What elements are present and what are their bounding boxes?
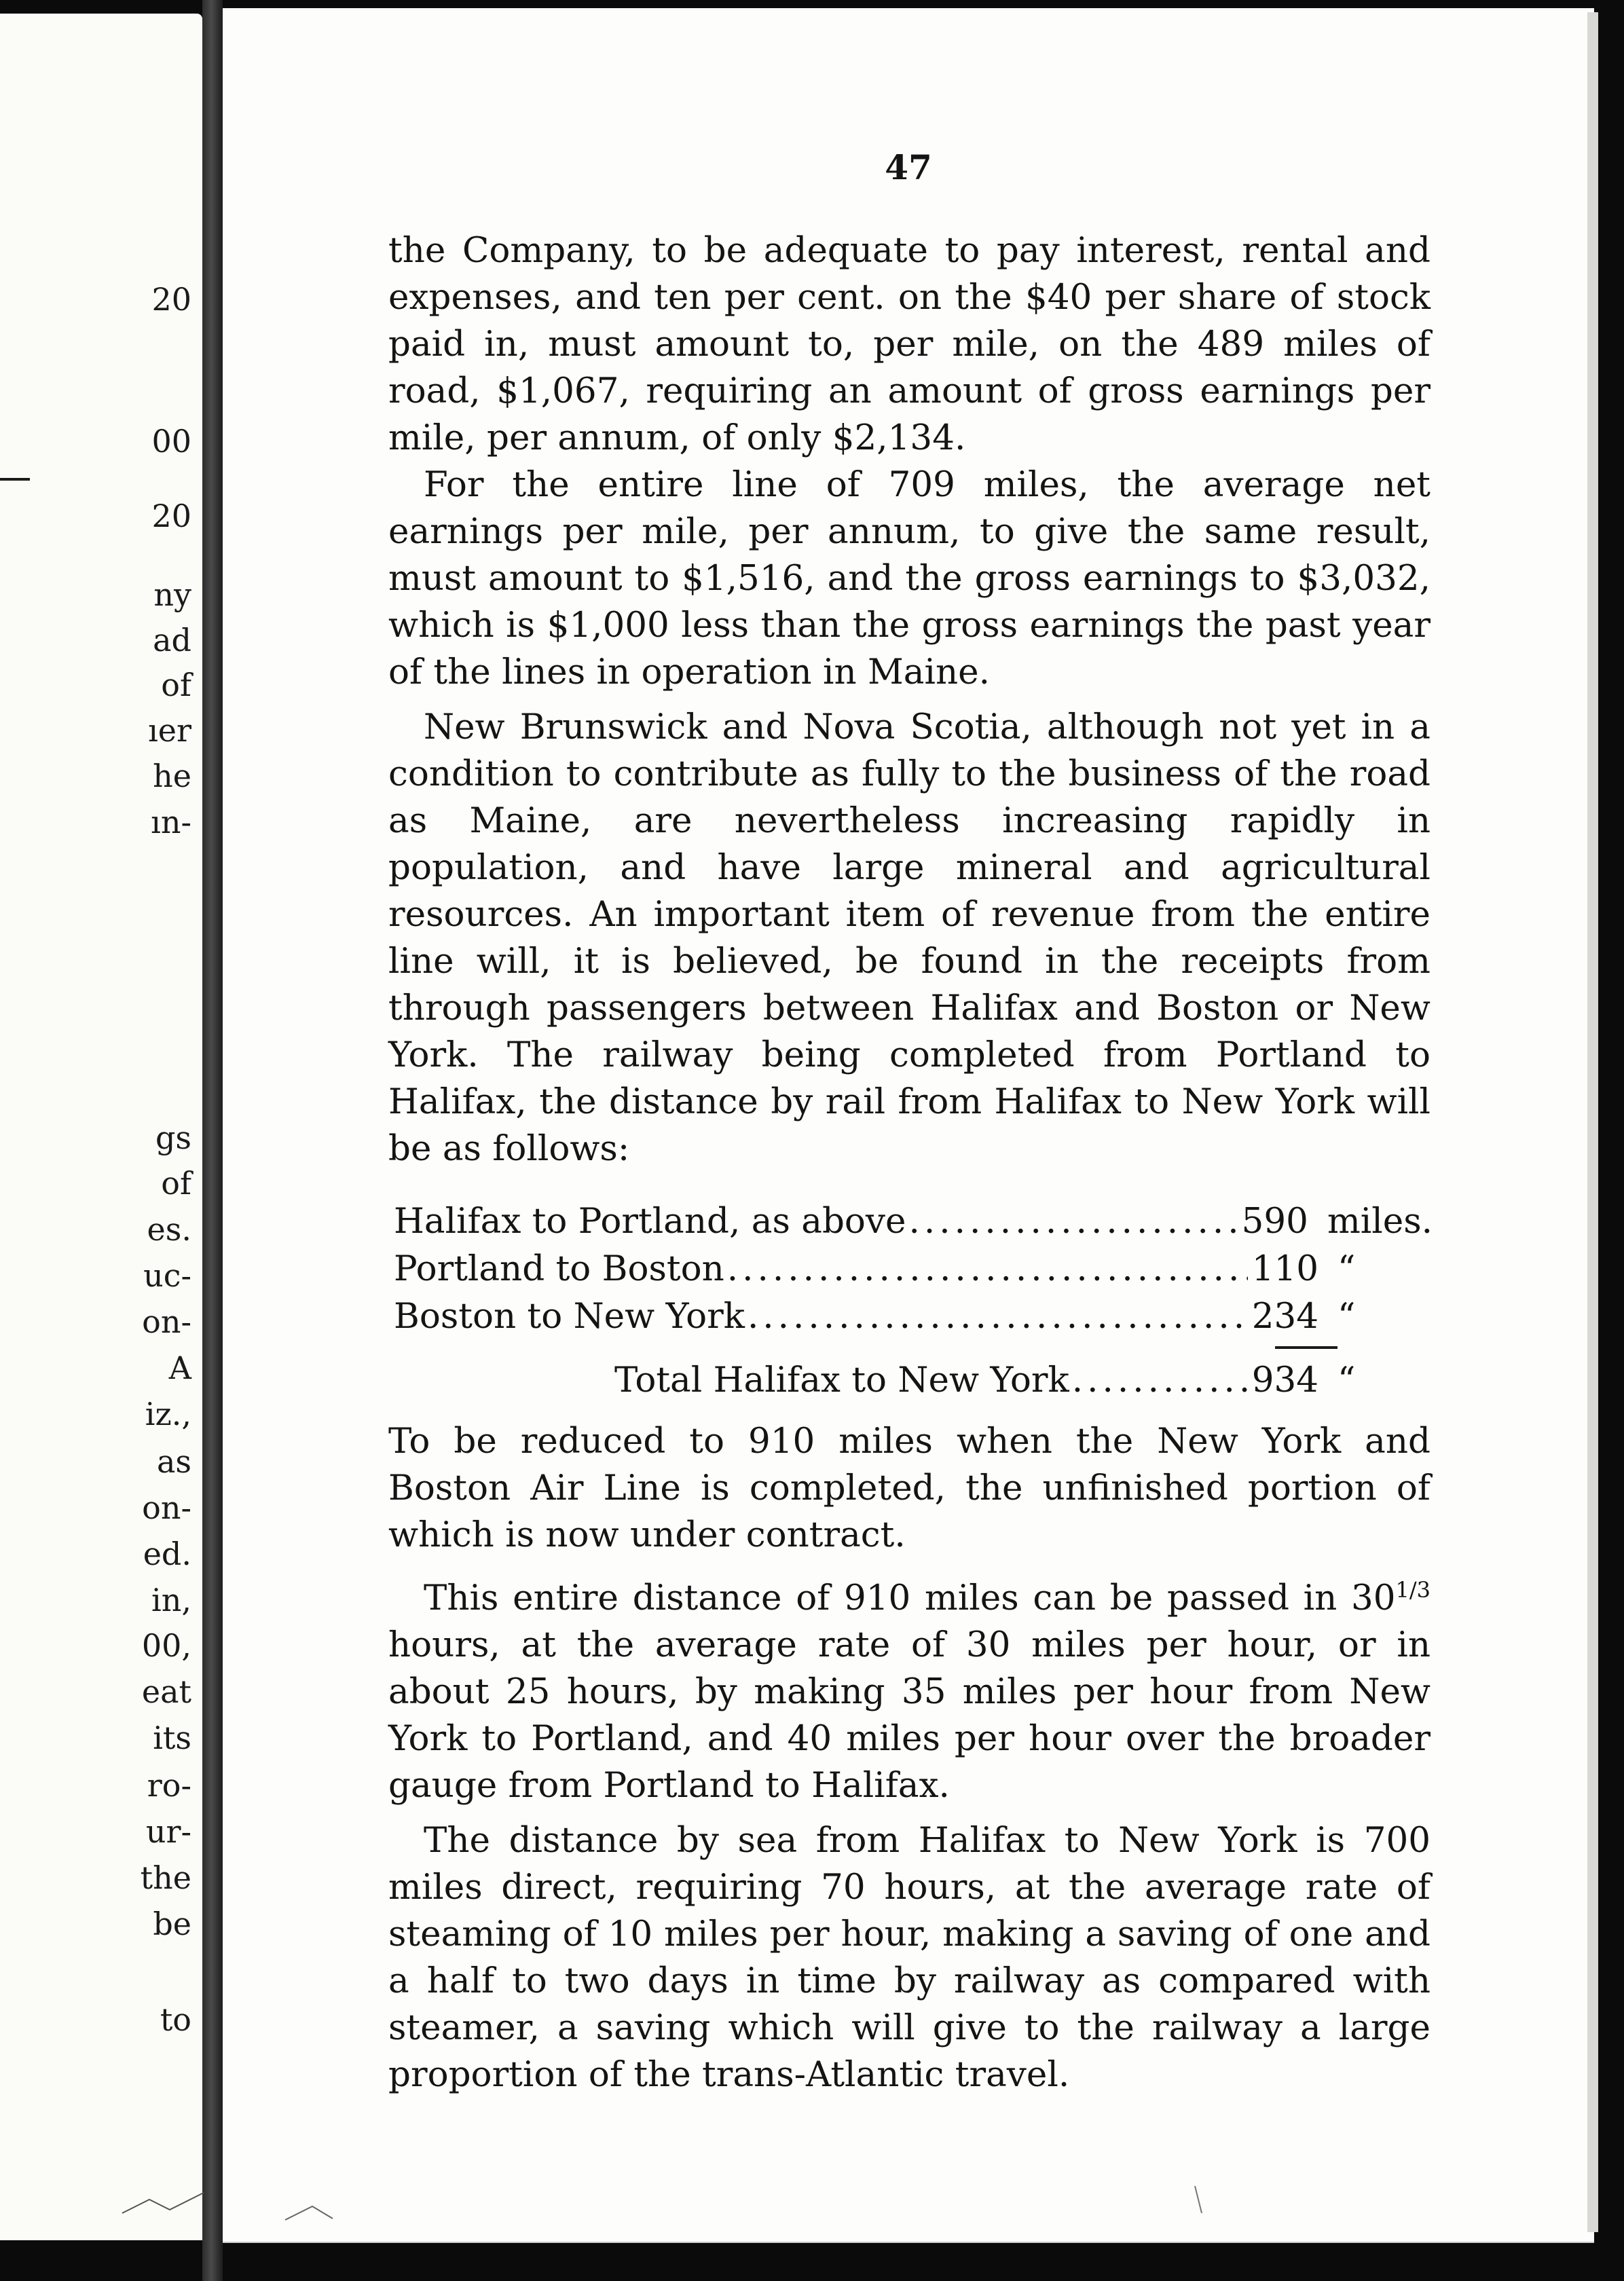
table-row	[394, 1198, 1433, 1246]
route-unit: “	[1337, 1248, 1356, 1289]
page-body	[388, 227, 1431, 2098]
facing-page-fragment	[0, 14, 202, 2240]
total-row	[394, 1357, 1433, 1405]
paragraph: To be reduced to 910 miles when the New York and Boston Air Line is completed, the unfinished portion of which is now under contract.	[388, 1421, 1431, 1555]
fragment: ıer	[148, 712, 191, 749]
fragment: ad	[153, 622, 191, 659]
fragment: 00,	[141, 1627, 191, 1664]
route-unit: “	[1337, 1296, 1356, 1337]
total-label: Total Halifax to New York	[614, 1360, 1069, 1401]
fragment: on-	[142, 1303, 191, 1340]
fragment: gs	[155, 1119, 191, 1156]
fragment: to	[160, 2001, 191, 2038]
page-edge	[1587, 12, 1598, 2232]
fragment: A	[168, 1350, 191, 1386]
route-miles: 110	[1251, 1248, 1318, 1289]
paragraph: the Company, to be adequate to pay interest, rental and expenses, and ten per cent. on the $40 per share of stock paid in, must amount to, per mile, on the 489 miles of road, $1,067, requiring an amount of gross earnings per mile, per annum, of only $2,134.	[388, 230, 1431, 458]
book-spine	[202, 0, 223, 2281]
paragraph: The distance by sea from Halifax to New York is 700 miles direct, requiring 70 hours, at the average rate of steaming of 10 miles per hour, making a saving of one and a half to two days in time by railway as compared with steamer, a saving which will give to the railway a large proportion of the trans-Atlantic travel.	[388, 1820, 1431, 2096]
distance-table	[394, 1198, 1433, 1405]
fragment: of	[161, 667, 191, 703]
fragment: on-	[142, 1489, 191, 1526]
fragment: its	[153, 1720, 191, 1756]
fragment: ın-	[151, 804, 191, 840]
route-unit: miles.	[1327, 1201, 1433, 1242]
paragraph: For the entire line of 709 miles, the average net earnings per mile, per annum, to give the same result, must amount to $1,516, and the gross earnings to $3,032, which is $1,000 less than the gross earnings the past year of the lines in operation in Maine.	[388, 464, 1431, 692]
table-row	[394, 1246, 1433, 1293]
speed-text-before: This entire distance of 910 miles can be passed in 30	[424, 1578, 1396, 1619]
fragment: uc-	[143, 1257, 191, 1294]
fragment: of	[161, 1165, 191, 1202]
leader-dots	[1072, 1357, 1248, 1404]
fragment: be	[153, 1906, 191, 1942]
table-row	[394, 1293, 1433, 1341]
speed-text-after: hours, at the average rate of 30 miles per hour, or in about 25 hours, by making 35 miles per hour from New York to Portland, and 40 miles per hour over the broader gauge from Portland to Halifax.	[388, 1625, 1431, 1806]
fraction: 1/3	[1395, 1577, 1431, 1603]
route-label: Portland to Boston	[394, 1248, 724, 1289]
fragment: he	[153, 758, 191, 794]
fragment: ro-	[147, 1767, 191, 1804]
fragment: the	[140, 1859, 191, 1896]
paragraph: New Brunswick and Nova Scotia, although not yet in a condition to contribute as fully to the business of the road as Maine, are nevertheless increasing rapidly in population, and have large mineral and agricultural resources. An important item of revenue from the entire line will, it is believed, be found in the receipts from through passengers between Halifax and Boston or New York. The railway being completed from Portland to Halifax, the distance by rail from Halifax to New York will be as follows:	[388, 707, 1431, 1169]
page-number: 47	[885, 147, 932, 187]
fragment: as	[156, 1443, 191, 1480]
paper-specks	[109, 2172, 1263, 2227]
fragment: 00	[151, 423, 191, 460]
route-label: Halifax to Portland, as above	[394, 1201, 906, 1242]
fragment: es.	[147, 1211, 191, 1248]
total-miles: 934	[1251, 1360, 1318, 1401]
total-unit: “	[1337, 1360, 1356, 1401]
leader-dots	[909, 1198, 1238, 1245]
route-label: Boston to New York	[394, 1296, 745, 1337]
route-miles: 590	[1241, 1201, 1308, 1242]
route-miles: 234	[1251, 1296, 1318, 1337]
leader-dots	[727, 1246, 1248, 1293]
fragment: 20	[151, 281, 191, 318]
fragment: iz.,	[145, 1396, 191, 1432]
fragment: ur-	[145, 1813, 191, 1850]
fragment: ed.	[143, 1536, 191, 1572]
paragraph	[388, 1567, 1431, 1809]
fragment: in,	[151, 1582, 191, 1618]
fragment-rule	[0, 478, 30, 481]
fragment: ny	[153, 576, 191, 613]
leader-dots	[748, 1293, 1248, 1340]
fragment: eat	[141, 1673, 191, 1710]
fragment: 20	[151, 498, 191, 534]
